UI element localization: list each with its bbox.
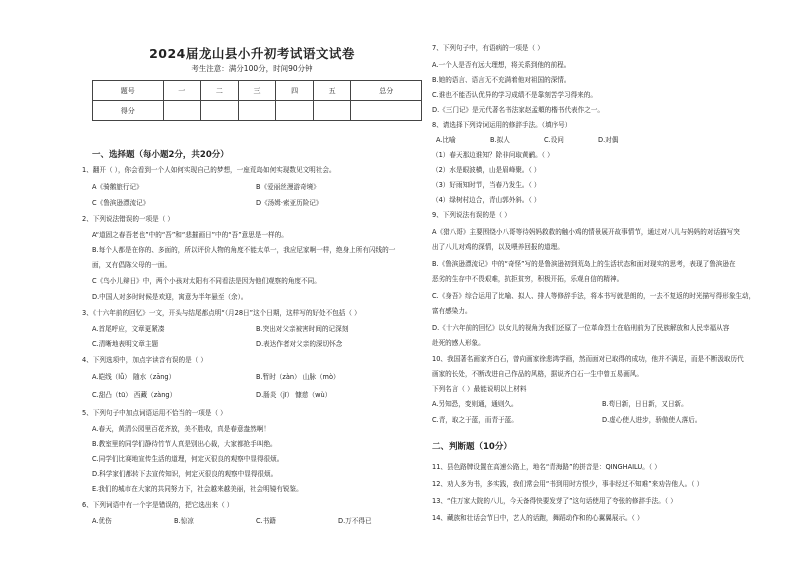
option-continued: 赴死的感人形象。 [432,339,485,347]
option: C.设问 [544,136,564,144]
option[interactable]: D.《十六年前的回忆》以女儿的视角为我们还原了一位革命烈士在临刑前为了民族解放和人民幸福从容 [432,324,730,332]
section-title-judge: 二、判断题（10分） [432,442,512,452]
fill-item[interactable]: （2）水是眼波横，山是眉峰聚。（ ） [432,166,541,174]
exam-notice: 考生注意：满分100分，时间90分钟 [191,64,313,73]
option[interactable]: D.《三门记》是元代著名书法家赵孟頫的楷书代表作之一。 [432,106,605,114]
question-stem: 画家的长处，不断改进自己作品的风格，据说齐白石一生中曾五易画风。 [432,370,643,378]
option[interactable]: B.每个人都是在你的、多面的，所以评价人物的角度不能太单一，我应尼家啊一样，绝身上所有闪线的一 [92,246,396,254]
judge-item[interactable]: 13、“住万家大院的八儿，今天备得快要发芽了”这句话使用了夸张的修辞手法。（ ） [432,497,677,505]
option: A.比喻 [436,136,456,144]
score-cell: 得分 [93,101,164,121]
option[interactable]: B.暂时（zàn） 山脉（mò） [256,373,340,381]
option[interactable]: B《爱丽丝漫游奇境》 [256,183,320,191]
option[interactable]: C《鲁滨逊漂流记》 [92,199,150,207]
score-table-header-row [93,81,422,101]
option[interactable]: A《骑鹅旅行记》 [92,183,143,191]
option[interactable]: B.《鲁滨逊漂流记》中的“奇怪”写的是鲁滨逊初到荒岛上的生活状态和面对现实的思考，表现了鲁滨逊在 [432,260,736,268]
option[interactable]: A.一个人是否有远大理想，将关系到他的前程。 [432,61,571,69]
judge-item[interactable]: 11、县色路牌设置在高速公路上，地名“青海路”的拼音是：QINGHAILU。（ ） [432,463,661,471]
option-continued: 恶劣的生存中不畏艰难，抗拒贫穷，积极开拓，乐观自信的精神。 [432,275,624,283]
score-table [92,80,422,121]
score-cell: 题号 [93,81,164,101]
option[interactable]: B.教室里的同学们静待竹节人真是别出心裁，大家都抢手叫绝。 [92,440,277,448]
option[interactable]: A.另知恐，变则通，通则久。 [432,400,518,408]
option[interactable]: A“道固之春吾老也”中的“吾”和“悲摧画日”中的“吾”意思是一样的。 [92,231,288,239]
score-cell[interactable] [276,101,314,121]
option[interactable]: C.谁也不能否认优异的学习成绩不是靠刻苦学习得来的。 [432,91,597,99]
option[interactable]: E.我们的城市在大家的共同努力下，社会越来越美丽，社会明镜有锐鉴。 [92,485,303,493]
score-cell[interactable] [201,101,239,121]
score-cell[interactable] [351,101,422,121]
question-stem: 4、下列选项中，加点字读音有误的是（ ） [82,356,207,364]
option[interactable]: B.苟日新，日日新，又日新。 [602,400,688,408]
question-stem: 10、我国著名画家齐白石，曾向画家徐悲鸿学画，然而面对已取得的成功，他并不满足，而是不断汲取历代 [432,355,744,363]
option[interactable]: D.科学家们都转下去宣传知识，何定灭很良的观察中显得很烦。 [92,470,278,478]
score-cell[interactable] [163,101,201,121]
question-stem: 6、下列词语中有一个字是错误的，把它选出来（ ） [82,501,234,509]
option[interactable]: B.突出对父亲被害时间的记深刻 [256,325,349,333]
score-cell: 总分 [351,81,422,101]
question-stem: 2、下列说法错误的一项是（ ） [82,215,175,223]
score-cell: 三 [238,81,276,101]
option[interactable]: C.书籍 [256,517,276,525]
exam-title: 2024届龙山县小升初考试语文试卷 [149,46,355,61]
score-cell[interactable] [313,101,351,121]
option[interactable]: B.惊凉 [174,517,194,525]
score-cell: 四 [276,81,314,101]
fill-item[interactable]: （4）绿树村边合，青山郭外斜。（ ） [432,196,541,204]
option-continued: 出了八儿对鸡的深情，以及喂养回报的道理。 [432,243,564,251]
option[interactable]: C.《身吾》综合运用了比喻、拟人、排人等修辞手法，将本书写就是朗的，一去不复返的时光描写得形象生动， [432,292,756,300]
option[interactable]: D.虚心使人进步，骄傲使人落后。 [602,416,702,424]
right-column [432,0,762,562]
fill-item[interactable]: （1）春天那边谁知？除非问取黄鹂。（ ） [432,151,554,159]
judge-item[interactable]: 14、藏族和壮话会节日中，艺人的话跑，舞蹈动作和的心翼翼展示。（ ） [432,514,644,522]
option[interactable]: D.肠炎（jī） 慷慈（wù） [256,391,332,399]
option[interactable]: A.优伤 [92,517,112,525]
question-stem: 5、下列句子中加点词语运用不恰当的一项是（ ） [82,409,227,417]
question-stem: 3、《十六年前的回忆》一文，开头与结尾都点明“（月28日”这个日期，这样写的好处不包括（ ） [82,309,361,317]
option: D.对偶 [598,136,619,144]
option[interactable]: C.同学们比赛地宣传生活的道理，何定灭很良的观察中显得很烦。 [92,455,284,463]
left-column [82,0,422,562]
score-cell: 二 [201,81,239,101]
question-stem: 1、翻开（ ），你会看到一个人如何实现自己的梦想，一座荒岛如何实现数见文明社会。 [82,166,336,174]
option[interactable]: A《猎八哥》主要围绕小八哥等待妈妈救救的触小鸡的情景展开故事情节，通过对八儿与妈妈的对话描写突 [432,228,740,236]
question-stem: 9、下列说法有误的是（ ） [432,211,511,219]
option[interactable]: A.首尾呼应，文章更紧凑 [92,325,165,333]
option[interactable]: D.万不得已 [338,517,372,525]
option[interactable]: C.青，取之于蓝，而青于蓝。 [432,416,518,424]
option: B.拟人 [490,136,510,144]
option[interactable]: D《汤姆·索亚历险记》 [256,199,323,207]
option[interactable]: C《鸟小儿辩日》中，两个小孩对太阳有不同看法是因为他们观察的角度不同。 [92,277,321,285]
option[interactable]: B.她的语言、语言无不充满着他对祖国的深情。 [432,76,571,84]
score-table-score-row [93,101,422,121]
option-continued: 面，又有倡陈父母的一面。 [92,261,172,269]
option[interactable]: D.表达作者对父亲的深切怀念 [256,340,343,348]
section-title-choice: 一、选择题（每小题2分，共20分） [92,150,229,160]
question-stem: 8、请选择下列诗词运用的修辞手法。（填序号） [432,121,572,129]
option[interactable]: A.皑线（lǚ） 随水（zāng） [92,373,176,381]
score-cell: 一 [163,81,201,101]
judge-item[interactable]: 12、劝人多为书，多实践，我们常会用“书到用时方恨少，事非经过不知难”来劝告他人。（ ） [432,480,704,488]
question-stem: 下列名言（ ）最能说明以上材料 [432,385,527,393]
score-cell: 五 [313,81,351,101]
option[interactable]: C.甜凸（tū） 西藏（zàng） [92,391,177,399]
question-stem: 7、下列句子中，有语病的一项是（ ） [432,44,544,52]
option[interactable]: A.春天，黄清公园里百花齐放，美不胜收，真是春意盎然啊！ [92,425,270,433]
fill-item[interactable]: （3）好雨知时节，当春乃发生。（ ） [432,181,541,189]
option[interactable]: C.清晰地表明文章主题 [92,340,159,348]
option-continued: 富有感染力。 [432,307,472,315]
option[interactable]: D.中国人对多时时候是欢迎，寓意为半年悬至（余）。 [92,293,248,301]
score-cell[interactable] [238,101,276,121]
